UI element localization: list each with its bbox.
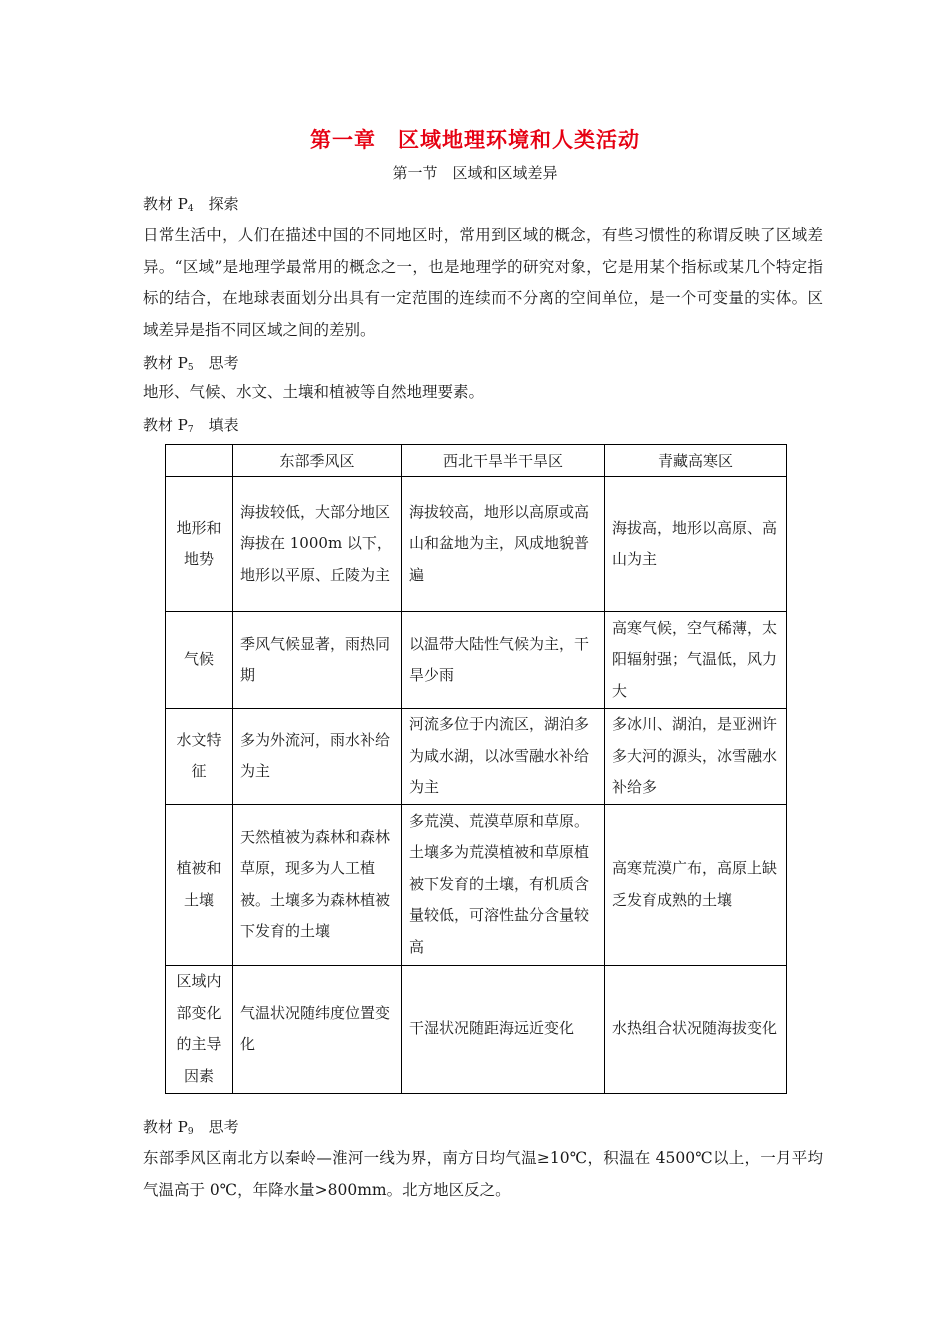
label-p7-fill-table <box>143 414 239 435</box>
label-prefix: 教材 P <box>143 354 188 372</box>
table-header-row <box>166 445 787 477</box>
section-title: 第一节 区域和区域差异 <box>392 164 558 182</box>
label-p4-explore <box>143 193 239 214</box>
label-suffix: 思考 <box>193 354 239 372</box>
table-cell: 海拔高，地形以高原、高山为主 <box>605 477 787 612</box>
label-page-number: 4 <box>187 204 194 214</box>
table-cell: 季风气候显著，雨热同期 <box>233 612 402 709</box>
table-row <box>166 804 787 965</box>
row-header: 地形和地势 <box>166 477 233 612</box>
table-cell: 以温带大陆性气候为主，干旱少雨 <box>402 612 605 709</box>
table-cell: 多为外流河，雨水补给为主 <box>233 709 402 805</box>
row-header: 植被和土壤 <box>166 804 233 965</box>
label-suffix: 探索 <box>193 195 239 213</box>
row-header: 气候 <box>166 612 233 709</box>
table-row <box>166 965 787 1093</box>
paragraph-think-elements: 地形、气候、水文、土壤和植被等自然地理要素。 <box>143 383 485 401</box>
table-cell: 高寒气候，空气稀薄，太阳辐射强；气温低，风力大 <box>605 612 787 709</box>
label-prefix: 教材 P <box>143 195 188 213</box>
column-header-eastern-monsoon: 东部季风区 <box>233 445 402 477</box>
chapter-title: 第一章 区域地理环境和人类活动 <box>310 128 640 152</box>
table-cell: 多荒漠、荒漠草原和草原。土壤多为荒漠植被和草原植被下发育的土壤，有机质含量较低，可溶性盐分含量较高 <box>402 804 605 965</box>
paragraph-explore: 日常生活中，人们在描述中国的不同地区时，常用到区域的概念，有些习惯性的称谓反映了区域差异。“区域”是地理学最常用的概念之一，也是地理学的研究对象，它是用某个指标或某几个特定指标的结合，在地球表面划分出具有一定范围的连续而不分离的空间单位，是一个可变量的实体。区域差异是指不同区域之间的差别。 <box>143 226 823 339</box>
table-cell: 高寒荒漠广布，高原上缺乏发育成熟的土壤 <box>605 804 787 965</box>
column-header-qinghai-tibet: 青藏高寒区 <box>605 445 787 477</box>
label-page-number: 5 <box>187 363 194 373</box>
label-page-number: 7 <box>187 425 194 435</box>
paragraph-think-north-south: 东部季风区南北方以秦岭—淮河一线为界，南方日均气温≥10℃，积温在 4500℃以上，一月平均气温高于 0℃，年降水量>800mm。北方地区反之。 <box>143 1149 823 1199</box>
table-row <box>166 612 787 709</box>
table-cell: 干湿状况随距海远近变化 <box>402 965 605 1093</box>
table-cell: 气温状况随纬度位置变化 <box>233 965 402 1093</box>
row-header: 水文特征 <box>166 709 233 805</box>
table-row <box>166 709 787 805</box>
label-prefix: 教材 P <box>143 1118 188 1136</box>
region-comparison-table <box>165 444 787 1094</box>
label-suffix: 思考 <box>193 1118 239 1136</box>
table-cell: 水热组合状况随海拔变化 <box>605 965 787 1093</box>
table-cell: 多冰川、湖泊，是亚洲许多大河的源头，冰雪融水补给多 <box>605 709 787 805</box>
table-corner-cell <box>166 445 233 477</box>
table-cell: 海拔较低，大部分地区海拔在 1000m 以下，地形以平原、丘陵为主 <box>233 477 402 612</box>
table-row <box>166 477 787 612</box>
table-cell: 天然植被为森林和森林草原，现多为人工植被。土壤多为森林植被下发育的土壤 <box>233 804 402 965</box>
column-header-northwest-arid: 西北干旱半干旱区 <box>402 445 605 477</box>
row-header: 区域内部变化的主导因素 <box>166 965 233 1093</box>
table-cell: 河流多位于内流区，湖泊多为咸水湖，以冰雪融水补给为主 <box>402 709 605 805</box>
table-cell: 海拔较高，地形以高原或高山和盆地为主，风成地貌普遍 <box>402 477 605 612</box>
label-p9-think <box>143 1116 239 1137</box>
label-p5-think <box>143 352 239 373</box>
label-prefix: 教材 P <box>143 416 188 434</box>
label-suffix: 填表 <box>193 416 239 434</box>
label-page-number: 9 <box>187 1127 194 1137</box>
